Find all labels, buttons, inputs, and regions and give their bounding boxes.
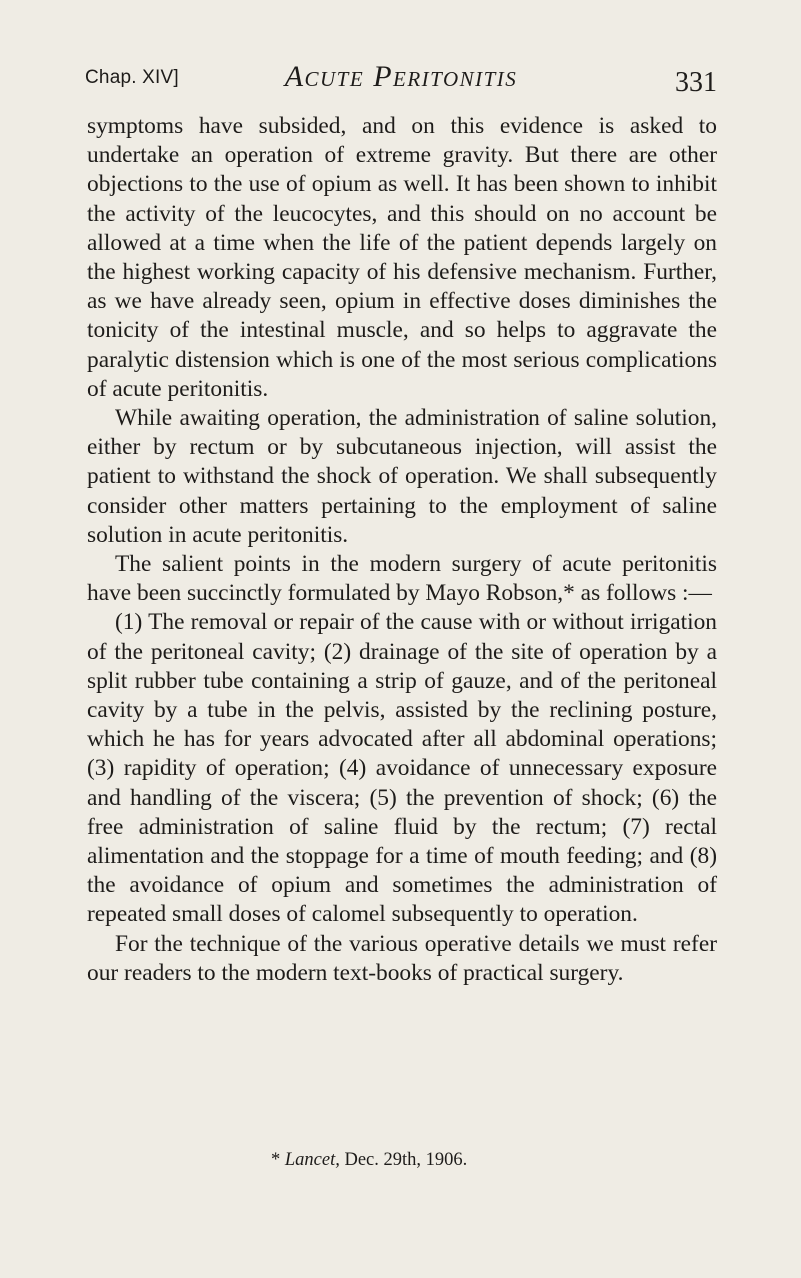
paragraph-saline-solution: While awaiting operation, the administration of saline solution, either by rectum or by subcutaneous injection, will assist the patient to withstand the shock of operation. We shall subsequently consider other matters pertaining to the employment of saline solution in acute peritonitis. — [87, 405, 717, 548]
footnote-journal: Lancet, — [284, 1150, 340, 1170]
running-header — [85, 60, 717, 106]
paragraph-opium-objections: symptoms have subsided, and on this evidence is asked to undertake an operation of extreme gravity. But there are other objections to the use of opium as well. It has been shown to inhibit the activity of the leucocytes, and this should on no account be allowed at a time when the life of the patient depends largely on the highest working capacity of his defensive mechanism. Further, as we have already seen, opium in effective doses diminishes the tonicity of the intestinal muscle, and so helps to aggravate the paralytic distension which is one of the most serious complications of acute peritonitis. — [87, 113, 717, 402]
chapter-reference: Chap. XIV] — [85, 67, 179, 88]
footnote — [87, 1148, 717, 1172]
footnote-date: Dec. 29th, 1906. — [344, 1150, 468, 1170]
paragraph-technique: For the technique of the various operative details we must refer our readers to the modern text-books of practical surgery. — [87, 930, 717, 986]
body-text — [87, 112, 717, 988]
running-title: Acute Peritonitis — [284, 60, 518, 93]
paragraph-salient-points: The salient points in the modern surgery of acute peritonitis have been succinctly formulated by Mayo Robson,* as follows :— — [87, 551, 717, 607]
footnote-marker: * — [271, 1150, 281, 1170]
page-number: 331 — [675, 67, 717, 98]
paragraph-numbered-points: (1) The removal or repair of the cause with or without irrigation of the peritoneal cavity; (2) drainage of the site of operation by a split rubber tube containing a strip of gauze, and of the peritoneal cavity by a tube in the pelvis, assisted by the reclining posture, which he has for years advocated after all abdominal operations; (3) rapidity of operation; (4) avoidance of unnecessary exposure and handling of the viscera; (5) the prevention of shock; (6) the free administration of saline fluid by the rectum; (7) rectal alimentation and the stoppage for a time of mouth feeding; and (8) the avoidance of opium and sometimes the administration of repeated small doses of calomel subsequently to operation. — [87, 609, 717, 928]
